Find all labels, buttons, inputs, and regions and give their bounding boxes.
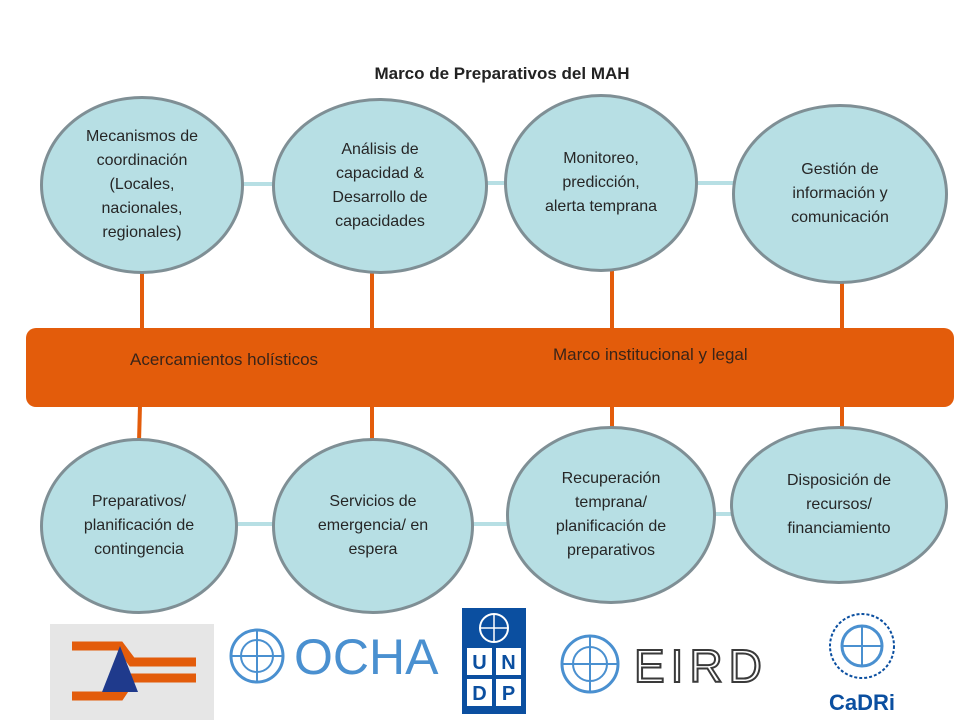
un-emblem-icon <box>231 630 283 682</box>
un-emblem-icon <box>562 636 618 692</box>
node-resource-financing: Disposición de recursos/ financiamiento <box>730 426 948 584</box>
svg-text:OCHA: OCHA <box>294 629 439 685</box>
un-emblem-icon <box>830 614 894 678</box>
svg-text:N: N <box>501 652 516 674</box>
vertical-connector-1-bottom <box>139 405 140 442</box>
civil-defense-logo <box>50 624 214 720</box>
ocha-logo <box>231 629 439 685</box>
svg-text:CaDRi: CaDRi <box>828 690 896 715</box>
svg-text:U: U <box>472 652 487 674</box>
undp-logo <box>462 608 526 714</box>
node-coordination-mechanisms: Mecanismos de coordinación (Locales, nacionales, regionales) <box>40 96 244 274</box>
eird-logo <box>562 636 768 692</box>
node-early-warning: Monitoreo, predicción, alerta temprana <box>504 94 698 272</box>
partner-logos <box>0 606 960 720</box>
node-early-recovery: Recuperación temprana/ planificación de preparativos <box>506 426 716 604</box>
cadri-logo <box>829 614 895 715</box>
svg-text:D: D <box>472 683 487 705</box>
band-label-institutional: Marco institucional y legal <box>553 345 748 364</box>
diagram-title: Marco de Preparativos del MAH <box>374 64 630 83</box>
un-emblem-icon <box>480 614 508 642</box>
node-capacity-analysis: Análisis de capacidad & Desarrollo de capacidades <box>272 98 488 274</box>
node-contingency-planning: Preparativos/ planificación de contingencia <box>40 438 238 614</box>
band-label-holistic: Acercamientos holísticos <box>130 350 319 369</box>
svg-text:EIRD: EIRD <box>634 640 768 692</box>
node-information-management: Gestión de información y comunicación <box>732 104 948 284</box>
node-emergency-services: Servicios de emergencia/ en espera <box>272 438 474 614</box>
svg-text:P: P <box>501 683 516 705</box>
